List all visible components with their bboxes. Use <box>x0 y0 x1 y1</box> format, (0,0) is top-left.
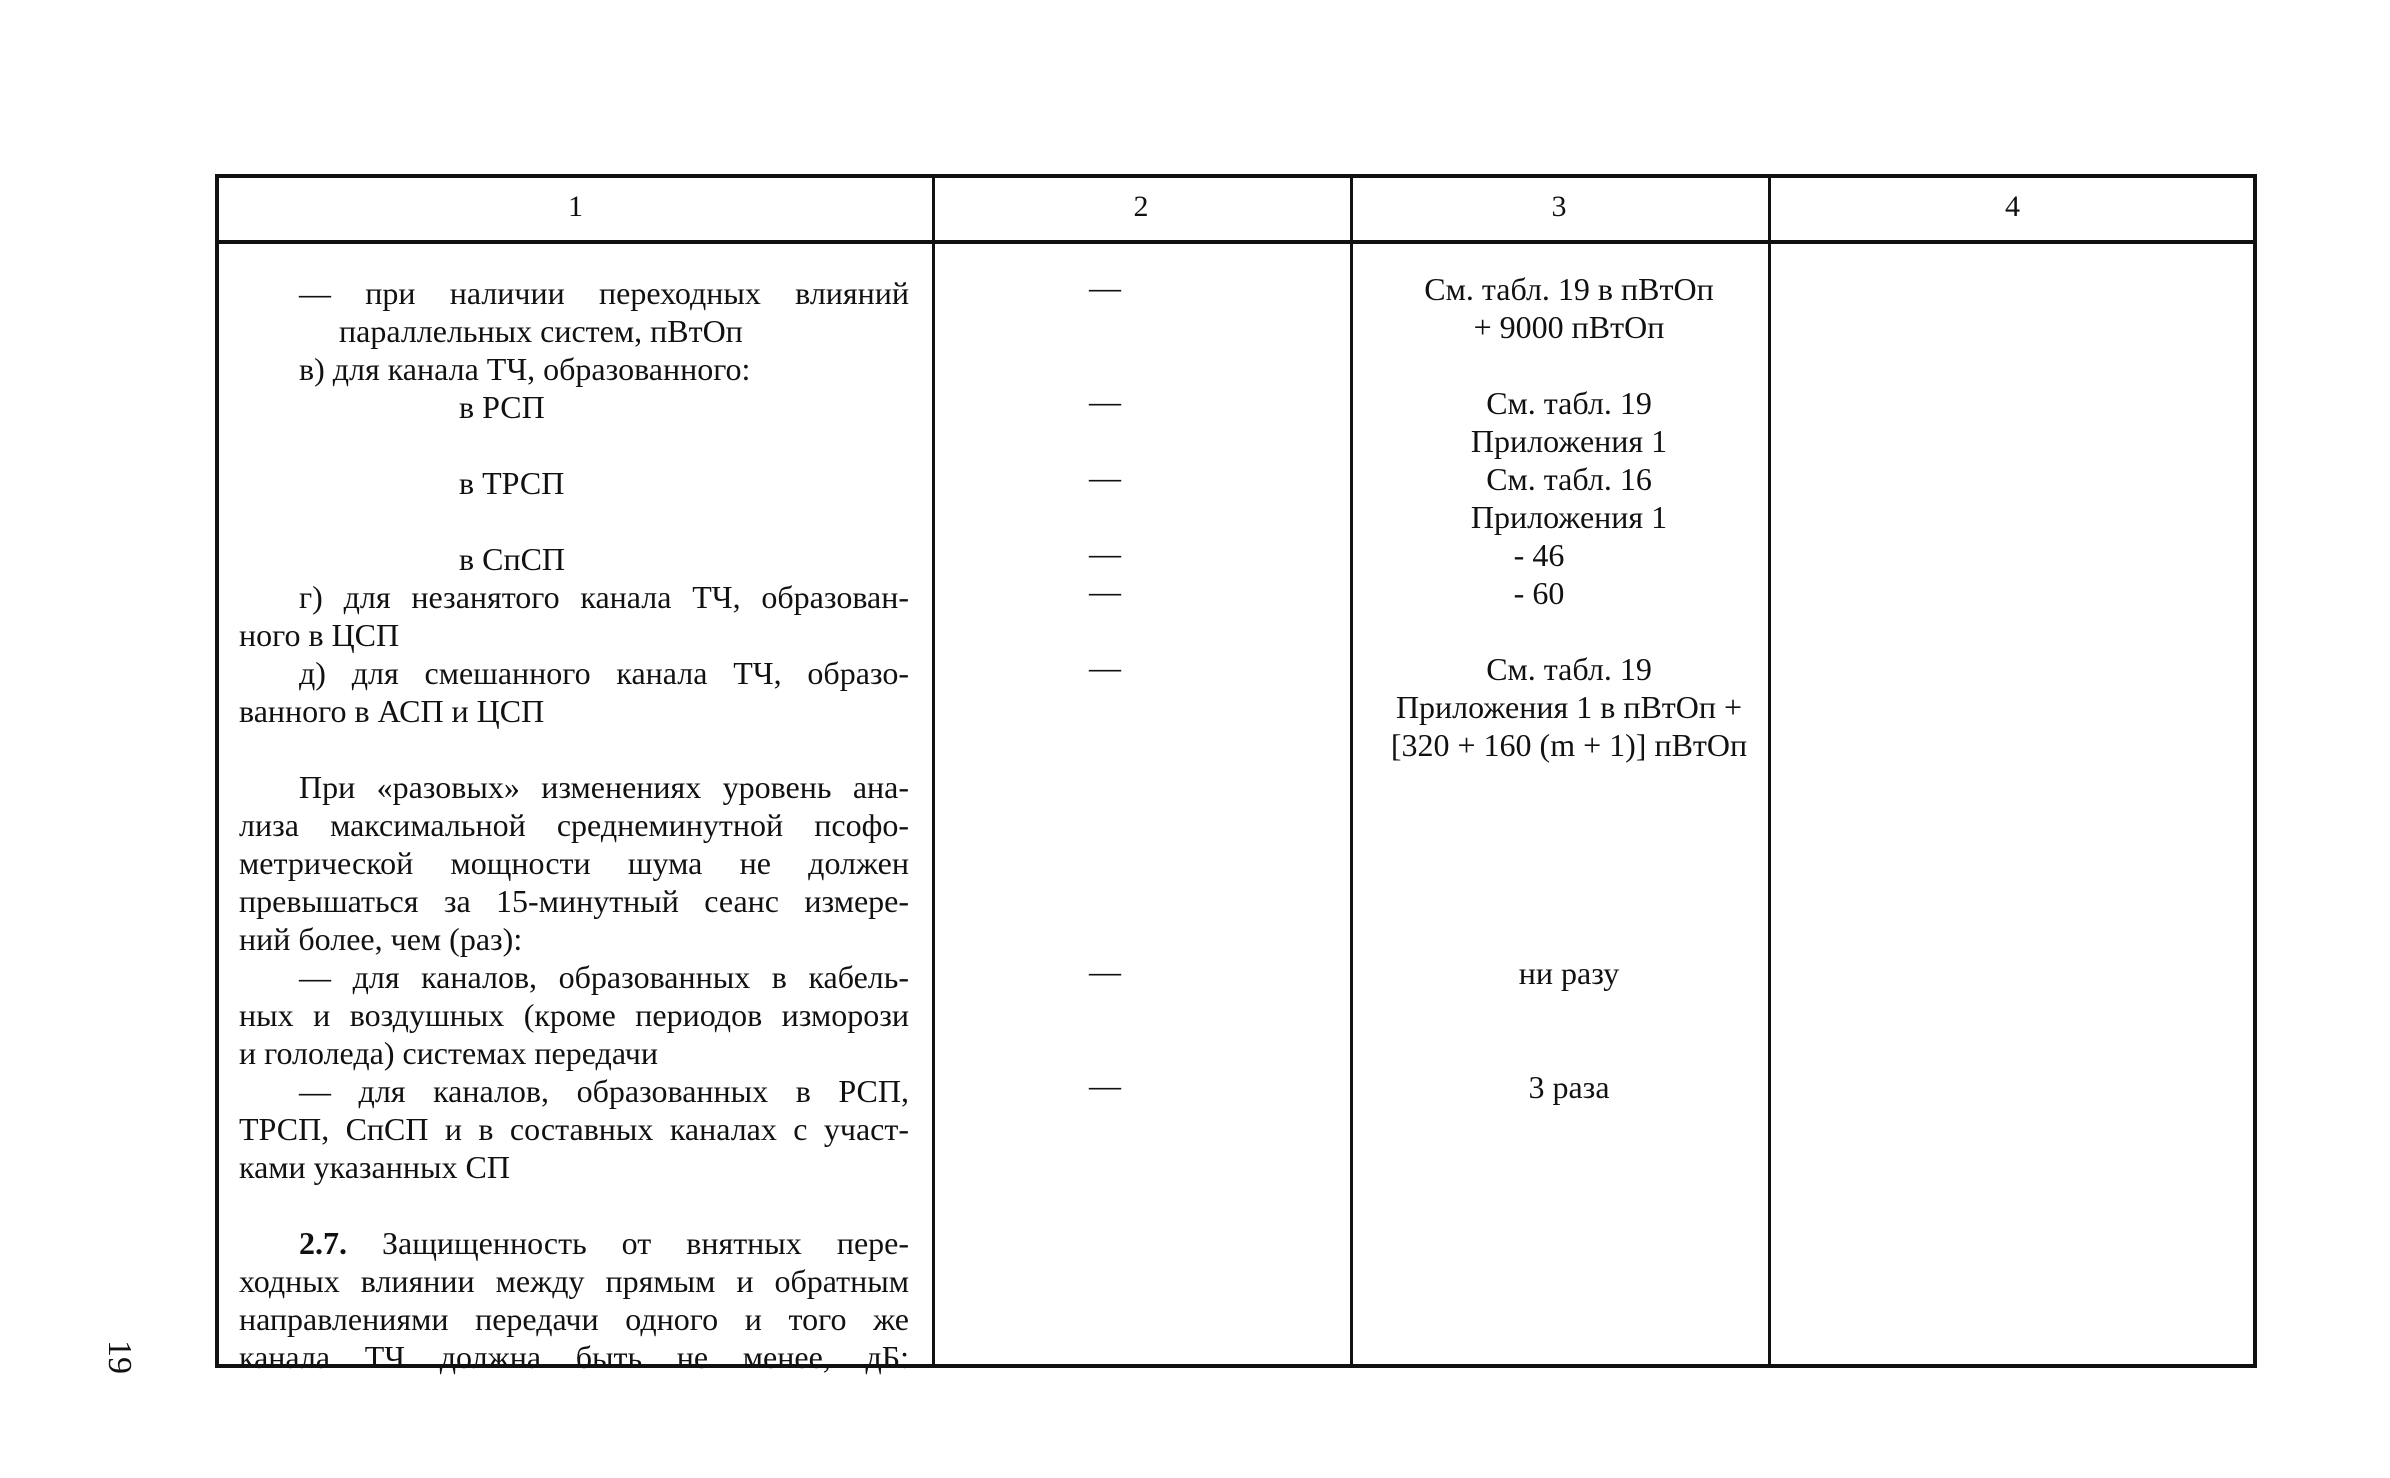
value-cell: ни разу <box>1518 955 1620 991</box>
value-line: См. табл. 16 <box>1486 461 1652 497</box>
section-heading-line <box>239 1224 909 1262</box>
text-line: ного в ЦСП <box>239 617 400 653</box>
header-cell-1: 1 <box>568 190 583 223</box>
header-divider <box>219 240 2253 244</box>
column-divider <box>1350 178 1353 1364</box>
value-cell: - 46 <box>1513 537 1565 573</box>
column-divider <box>1768 178 1771 1364</box>
description-column <box>239 274 909 1376</box>
text-line: ТРСП, СпСП и в составных каналах с участ- <box>239 1111 909 1147</box>
text-line: — для каналов, образованных в РСП, <box>299 1073 909 1109</box>
text-line: метрической мощности шума не должен <box>239 845 909 881</box>
text-line: в РСП <box>459 389 545 425</box>
text-line: в) для канала ТЧ, образованного: <box>299 351 751 387</box>
value-cell <box>1359 650 1779 764</box>
value-line: + 9000 пВтОп <box>1473 309 1665 345</box>
text-line: г) для незанятого канала ТЧ, образован- <box>299 579 909 615</box>
text-fragment: Защищенность от внятных пере- <box>347 1225 909 1261</box>
value-cell <box>1359 460 1779 536</box>
value-line: Приложения 1 в пВтОп + <box>1395 689 1743 725</box>
header-cell-3: 3 <box>1551 190 1567 223</box>
text-line: ванного в АСП и ЦСП <box>239 693 545 729</box>
data-table <box>215 174 2257 1375</box>
text-line: направлениями передачи одного и того же <box>239 1301 909 1337</box>
value-line: См. табл. 19 <box>1486 651 1652 687</box>
column-divider <box>932 178 935 1364</box>
text-line: ний более, чем (раз): <box>239 921 523 957</box>
value-cell: - 60 <box>1513 575 1565 611</box>
text-line: ками указанных СП <box>239 1149 510 1185</box>
text-line: параллельных систем, пВтОп <box>339 313 743 349</box>
text-line: канала ТЧ должна быть не менее, дБ: <box>239 1339 909 1375</box>
text-line: ходных влиянии между прямым и обратным <box>239 1263 909 1299</box>
text-line: — при наличии переходных влияний <box>299 275 909 311</box>
value-line: Приложения 1 <box>1470 423 1668 459</box>
section-number: 2.7. <box>299 1225 347 1261</box>
text-line: и гололеда) системах передачи <box>239 1035 658 1071</box>
dash-cell: — <box>1089 953 1121 989</box>
dash-cell: — <box>1089 573 1121 609</box>
value-cell <box>1359 384 1779 460</box>
text-line: в ТРСП <box>459 465 565 501</box>
dash-cell: — <box>1089 269 1121 305</box>
spacer <box>239 502 909 540</box>
spacer <box>239 426 909 464</box>
page-number: 19 <box>101 1340 138 1374</box>
value-cell <box>1359 270 1779 346</box>
text-line: лиза максимальной среднеминутной псофо- <box>239 807 909 843</box>
dash-cell: — <box>1089 383 1121 419</box>
text-line: в СпСП <box>459 541 566 577</box>
dash-cell: — <box>1089 649 1121 685</box>
value-line: [320 + 160 (m + 1)] пВтОп <box>1390 727 1748 763</box>
text-line: — для каналов, образованных в кабель- <box>299 959 909 995</box>
value-line: Приложения 1 <box>1470 499 1668 535</box>
spacer <box>239 730 909 768</box>
text-line: д) для смешанного канала ТЧ, образо- <box>299 655 909 691</box>
text-line: превышаться за 15-минутный сеанс измере- <box>239 883 909 919</box>
value-line: См. табл. 19 <box>1486 385 1652 421</box>
header-cell-4: 4 <box>2005 190 2020 223</box>
text-line: ных и воздушных (кроме периодов изморози <box>239 997 909 1033</box>
dash-cell: — <box>1089 459 1121 495</box>
dash-cell: — <box>1089 535 1121 571</box>
value-line: См. табл. 19 в пВтОп <box>1424 271 1714 307</box>
spacer <box>239 1186 909 1224</box>
header-cell-2: 2 <box>1133 190 1149 223</box>
value-cell: 3 раза <box>1528 1069 1610 1105</box>
text-line: При «разовых» изменениях уровень ана- <box>299 769 909 805</box>
dash-cell: — <box>1089 1067 1121 1103</box>
